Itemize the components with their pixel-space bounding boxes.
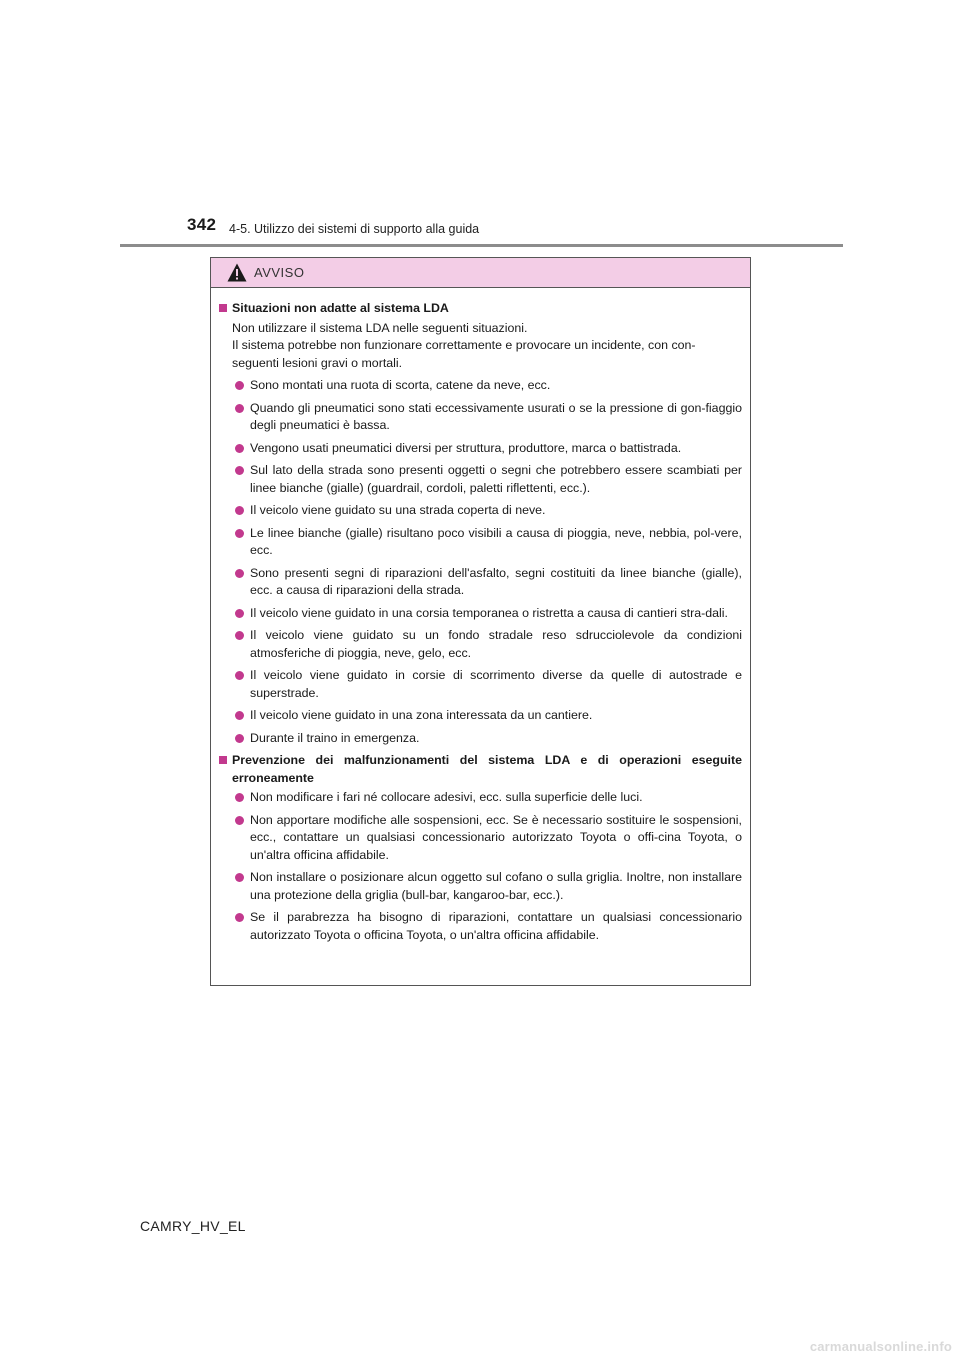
list-item-text: Quando gli pneumatici sono stati eccessivamente usurati o se la pressione di gon-fiaggio degli pneumatici è bassa. xyxy=(250,400,742,432)
list-item-text: Il veicolo viene guidato su un fondo stradale reso sdrucciolevole da condizioni atmosferiche di pioggia, neve, gelo, ecc. xyxy=(250,628,742,660)
list-item-text: Durante il traino in emergenza. xyxy=(250,730,420,745)
list-item xyxy=(219,667,742,702)
circle-bullet-icon xyxy=(235,609,244,618)
list-item xyxy=(219,605,742,623)
list-item xyxy=(219,525,742,560)
list-item-text: Il veicolo viene guidato in corsie di scorrimento diverse da quelle di autostrade e superstrade. xyxy=(250,668,742,700)
circle-bullet-icon xyxy=(235,381,244,390)
list-item xyxy=(219,565,742,600)
circle-bullet-icon xyxy=(235,466,244,475)
circle-bullet-icon xyxy=(235,671,244,680)
list-item-text: Le linee bianche (gialle) risultano poco visibili a causa di pioggia, neve, nebbia, pol-vere, ecc. xyxy=(250,525,742,557)
circle-bullet-icon xyxy=(235,404,244,413)
list-item-text: Il veicolo viene guidato su una strada coperta di neve. xyxy=(250,503,546,517)
list-item xyxy=(219,730,742,748)
list-item xyxy=(219,627,742,662)
circle-bullet-icon xyxy=(235,711,244,720)
list-item xyxy=(219,462,742,497)
list-item-text: Non apportare modifiche alle sospensioni, ecc. Se è necessario sostituire le sospensioni, ecc., contattare un qualsiasi concessionario autorizzato Toyota o offi-cina Toyota, o un'altra officina affidabile. xyxy=(250,812,742,862)
list-item-text: Non installare o posizionare alcun oggetto sul cofano o sulla griglia. Inoltre, non installare una protezione della griglia (bull-bar, kangaroo-bar, ecc.). xyxy=(250,870,742,902)
circle-bullet-icon xyxy=(235,569,244,578)
warning-header xyxy=(211,258,750,288)
bullet-list xyxy=(219,377,742,747)
circle-bullet-icon xyxy=(235,444,244,453)
list-item xyxy=(219,812,742,865)
header-rule xyxy=(120,244,843,247)
circle-bullet-icon xyxy=(235,873,244,882)
circle-bullet-icon xyxy=(235,734,244,743)
warning-title: AVVISO xyxy=(254,265,305,280)
list-item xyxy=(219,377,742,395)
circle-bullet-icon xyxy=(235,913,244,922)
list-item-text: Sul lato della strada sono presenti oggetti o segni che potrebbero essere scambiati per linee bianche (gialle) (guardrail, cordoli, paletti riflettenti, ecc.). xyxy=(250,463,742,495)
section-intro xyxy=(219,320,742,373)
section-heading-text: Situazioni non adatte al sistema LDA xyxy=(232,301,449,315)
circle-bullet-icon xyxy=(235,793,244,802)
square-bullet-icon xyxy=(219,756,227,764)
section-heading xyxy=(219,300,742,318)
square-bullet-icon xyxy=(219,304,227,312)
list-item xyxy=(219,502,742,520)
list-item-text: Sono presenti segni di riparazioni dell'asfalto, segni costituiti da linee bianche (gialle), ecc. a causa di riparazioni della strada. xyxy=(250,565,742,597)
section-heading-text: Prevenzione dei malfunzionamenti del sistema LDA e di operazioni eseguite erroneamente xyxy=(232,753,742,785)
list-item xyxy=(219,789,742,807)
list-item-text: Se il parabrezza ha bisogno di riparazioni, contattare un qualsiasi concessionario autorizzato Toyota o officina Toyota, o un'altra officina affidabile. xyxy=(250,910,742,942)
list-item xyxy=(219,707,742,725)
intro-line: Non utilizzare il sistema LDA nelle seguenti situazioni. xyxy=(232,320,528,335)
page-number: 342 xyxy=(187,215,217,234)
list-item-text: Vengono usati pneumatici diversi per struttura, produttore, marca o battistrada. xyxy=(250,440,682,455)
warning-body xyxy=(211,288,750,944)
list-item-text: Sono montati una ruota di scorta, catene da neve, ecc. xyxy=(250,378,551,392)
document-code: CAMRY_HV_EL xyxy=(140,1218,246,1234)
list-item xyxy=(219,909,742,944)
circle-bullet-icon xyxy=(235,816,244,825)
section-heading xyxy=(219,752,742,787)
circle-bullet-icon xyxy=(235,506,244,515)
list-item-text: Il veicolo viene guidato in una zona interessata da un cantiere. xyxy=(250,708,593,722)
list-item xyxy=(219,440,742,458)
list-item-text: Non modificare i fari né collocare adesivi, ecc. sulla superficie delle luci. xyxy=(250,790,643,804)
warning-triangle-icon xyxy=(227,263,247,282)
list-item xyxy=(219,869,742,904)
list-item xyxy=(219,400,742,435)
watermark: carmanualsonline.info xyxy=(809,1339,952,1354)
list-item-text: Il veicolo viene guidato in una corsia temporanea o ristretta a causa di cantieri stra-dali. xyxy=(250,605,728,620)
warning-box xyxy=(210,257,751,986)
intro-line: Il sistema potrebbe non funzionare correttamente e provocare un incidente, con con-seguenti lesioni gravi o mortali. xyxy=(232,338,696,370)
section-title: 4-5. Utilizzo dei sistemi di supporto alla guida xyxy=(229,222,480,236)
circle-bullet-icon xyxy=(235,529,244,538)
circle-bullet-icon xyxy=(235,631,244,640)
bullet-list xyxy=(219,789,742,944)
